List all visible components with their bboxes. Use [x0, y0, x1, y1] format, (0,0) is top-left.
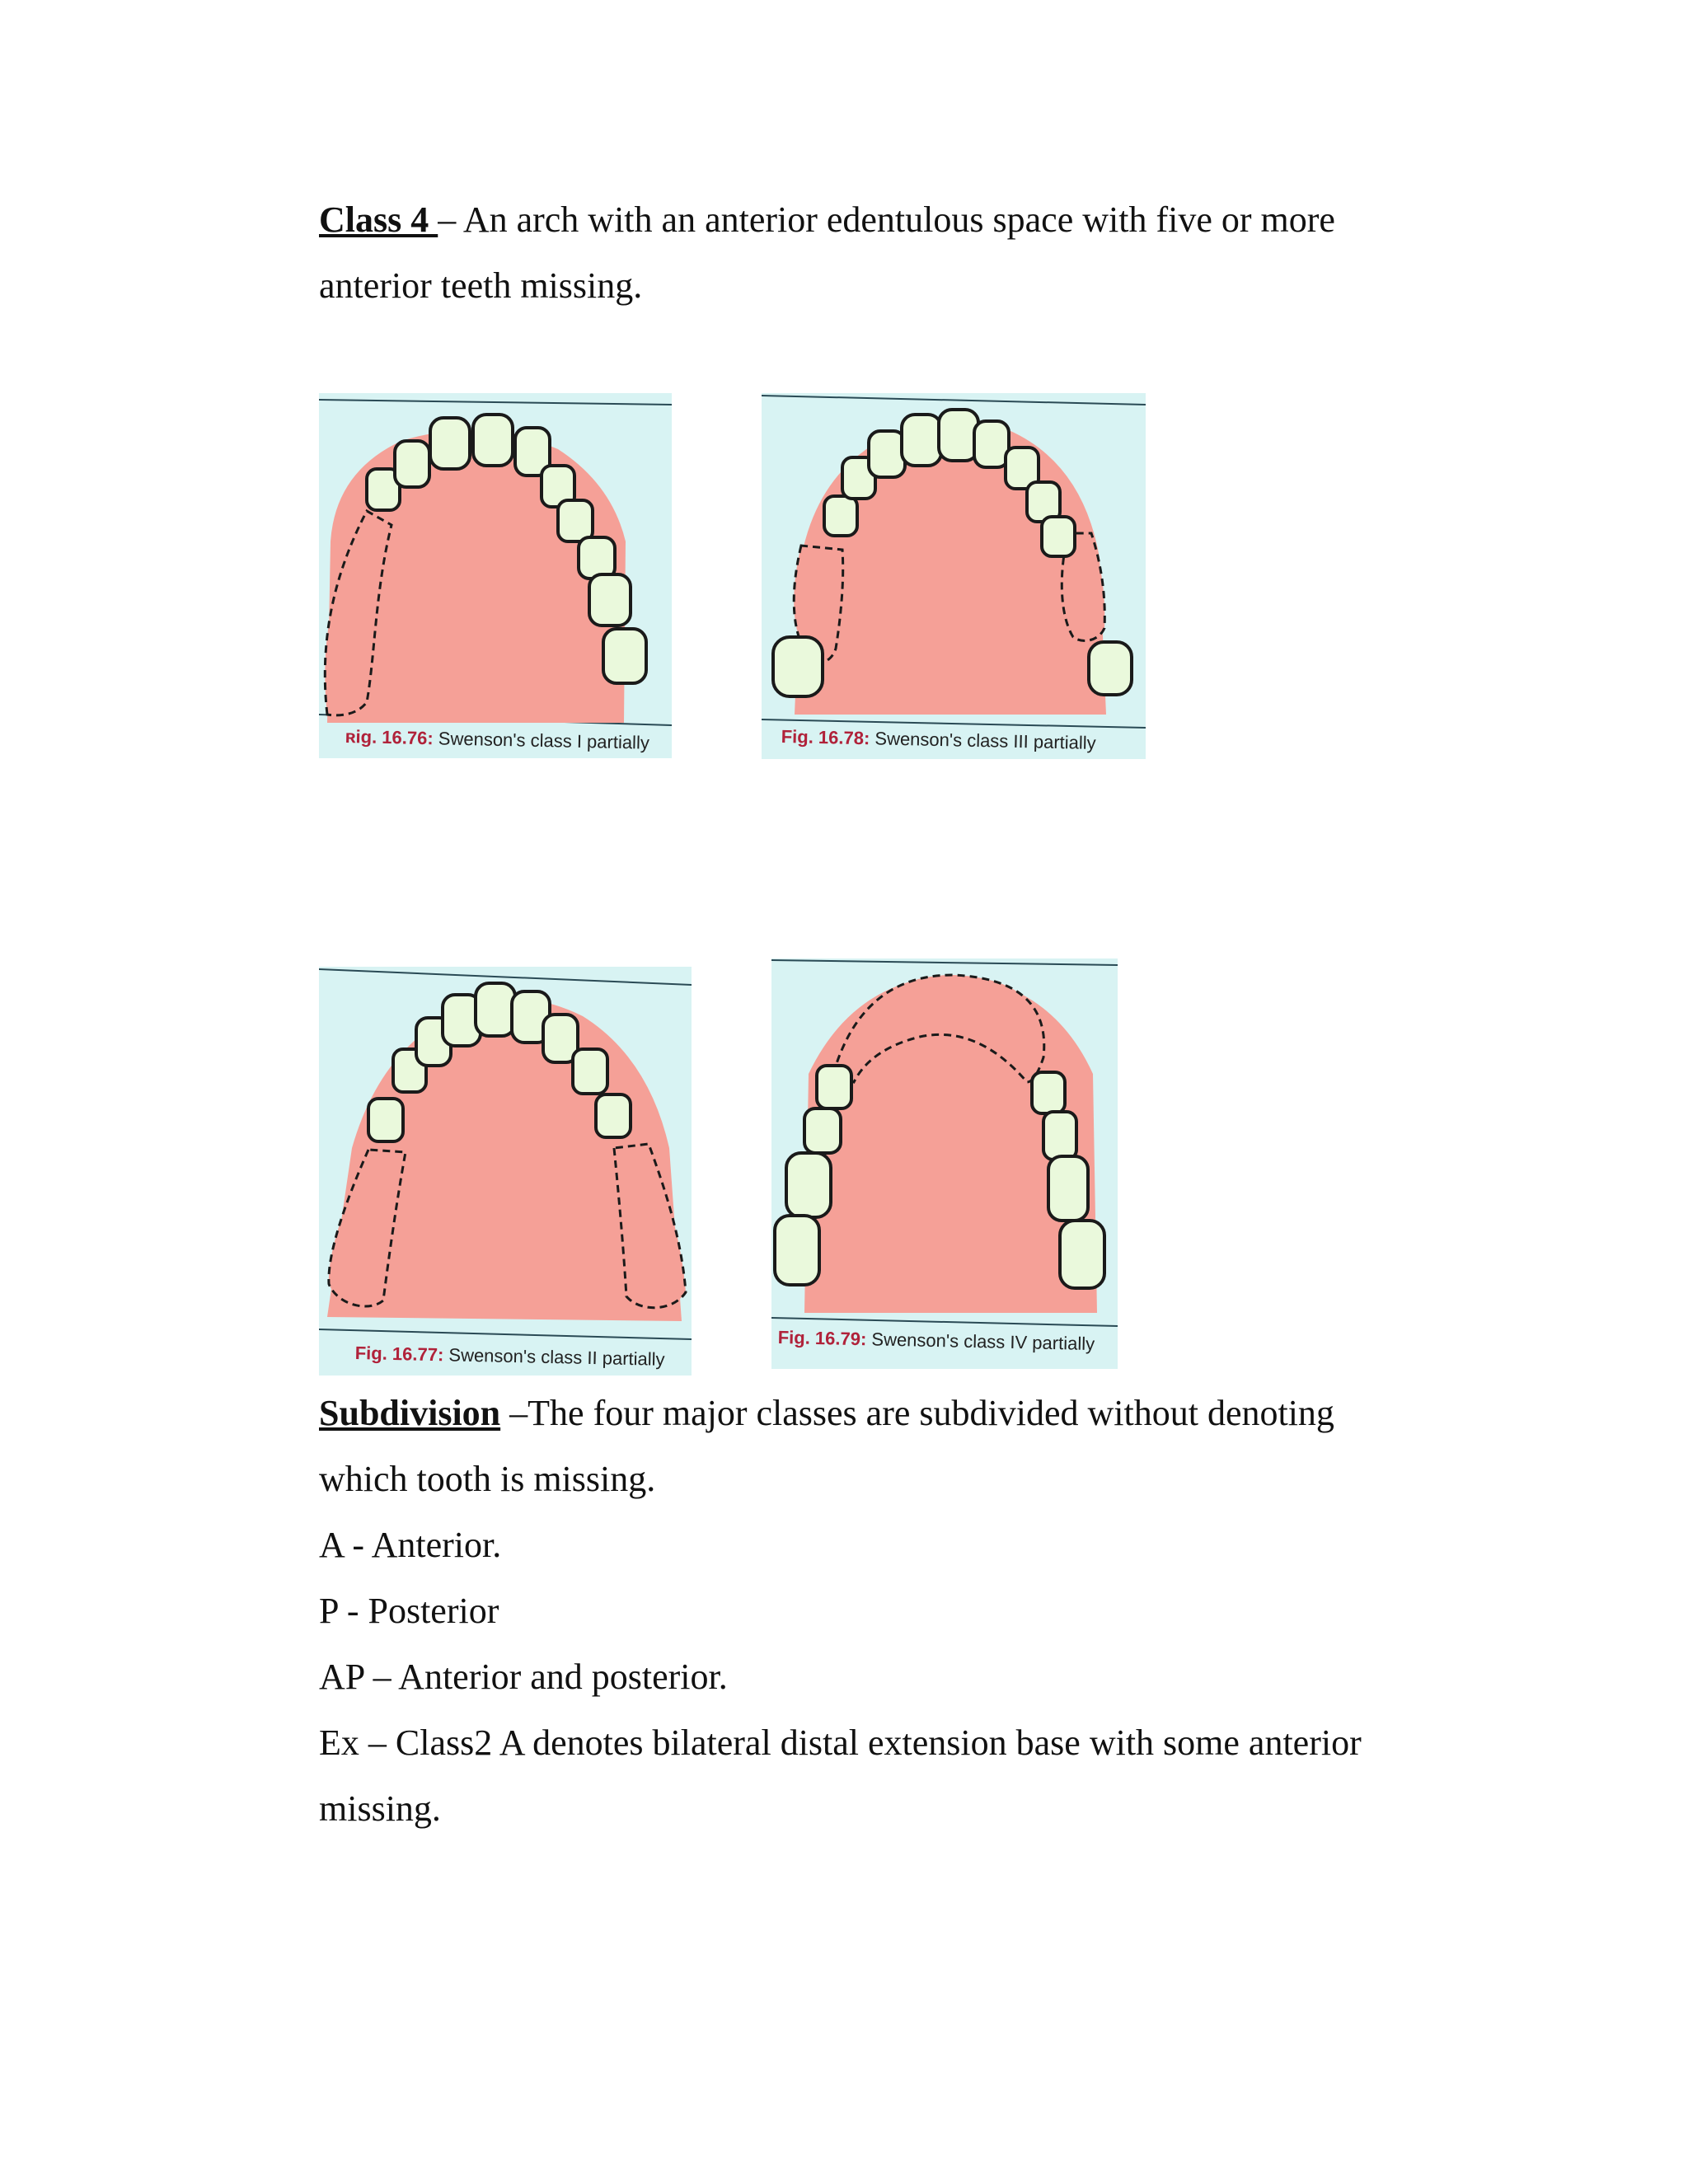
class-iv-arch-illustration — [771, 958, 1118, 1369]
class-ii-arch-illustration — [319, 967, 692, 1376]
figure-class-iv-number: Fig. 16.79: — [777, 1327, 867, 1350]
figure-class-ii — [319, 967, 692, 1376]
class4-line-2: anterior teeth missing. — [319, 265, 643, 306]
figure-class-iii — [762, 393, 1146, 759]
figure-class-iv-text: Swenson's class IV partially — [871, 1329, 1095, 1355]
subdivision-example-line-1: Ex – Class2 A denotes bilateral distal extension base with some anterior — [319, 1722, 1362, 1763]
subdivision-example-line-2: missing. — [319, 1788, 441, 1829]
subdivision-line-2: which tooth is missing. — [319, 1459, 656, 1499]
figure-class-iii-number: Fig. 16.78: — [781, 726, 870, 749]
class4-heading: Class 4 — [319, 199, 438, 240]
figure-class-ii-text: Swenson's class II partially — [448, 1344, 665, 1370]
figure-class-i-number: ʀig. 16.76: — [345, 726, 434, 749]
subdivision-line-1 — [319, 1395, 1334, 1432]
subdivision-text: –The four major classes are subdivided without denoting — [500, 1393, 1334, 1433]
subdivision-item-anterior: A - Anterior. — [319, 1525, 502, 1565]
figure-class-i-text: Swenson's class I partially — [438, 728, 650, 753]
figure-class-iv — [771, 958, 1118, 1369]
class-i-arch-illustration — [319, 393, 672, 758]
subdivision-heading: Subdivision — [319, 1393, 501, 1433]
class4-line-1 — [319, 199, 1335, 240]
class4-text: – An arch with an anterior edentulous space with five or more — [438, 199, 1335, 240]
figure-class-i — [319, 393, 672, 758]
class-iii-arch-illustration — [762, 393, 1146, 759]
figure-class-iii-text: Swenson's class III partially — [874, 728, 1096, 753]
figure-class-ii-number: Fig. 16.77: — [354, 1343, 444, 1366]
subdivision-item-anterior-posterior: AP – Anterior and posterior. — [319, 1657, 728, 1697]
subdivision-item-posterior: P - Posterior — [319, 1591, 499, 1631]
